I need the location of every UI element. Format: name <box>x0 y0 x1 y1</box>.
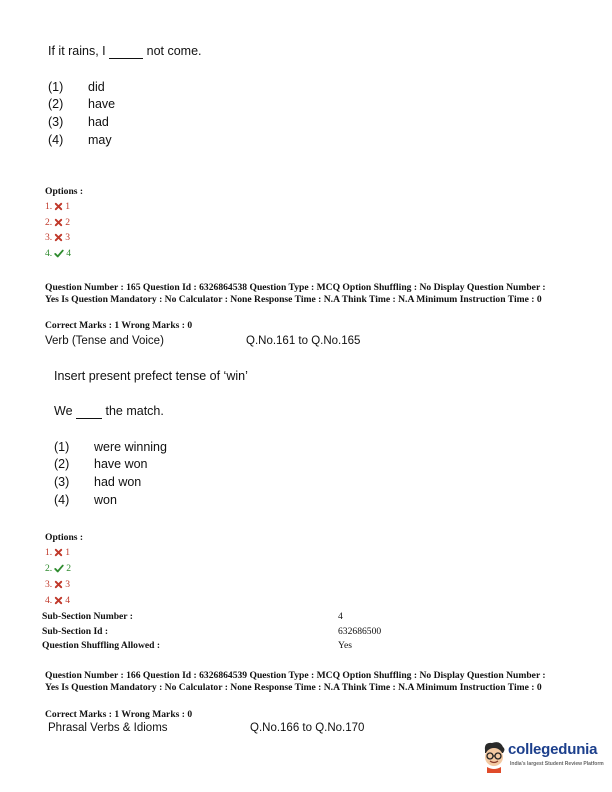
logo-tagline: India's largest Student Review Platform <box>510 761 604 767</box>
choice-number: (3) <box>48 115 64 129</box>
option-row-correct <box>45 563 71 574</box>
marks-line: Correct Marks : 1 Wrong Marks : 0 <box>45 320 193 331</box>
choice-text: had <box>88 115 109 129</box>
wrong-mark-icon <box>54 596 63 605</box>
option-row <box>45 217 70 228</box>
question-instruction: Insert present prefect tense of ‘win’ <box>54 369 248 383</box>
option-value: 1 <box>65 201 70 212</box>
option-index: 1. <box>45 547 53 558</box>
choice-number: (4) <box>54 493 70 507</box>
option-index: 2. <box>45 563 53 574</box>
collegedunia-logo <box>480 738 610 778</box>
question-range: Q.No.161 to Q.No.165 <box>246 335 361 347</box>
topic-label: Verb (Tense and Voice) <box>45 335 164 347</box>
option-row <box>45 579 70 590</box>
choice-text: have <box>88 97 116 111</box>
option-value: 2 <box>66 563 71 574</box>
stem-before: We <box>54 404 73 418</box>
topic-label: Phrasal Verbs & Idioms <box>48 722 168 734</box>
option-row <box>45 232 70 243</box>
question-meta: Question Number : 165 Question Id : 6326864538 Question Type : MCQ Option Shuffling : No Display Question Number : Yes Is Question Mandatory : No Calculator : None Response Time : N.A Think Time : N.A Minimum Instruction Time : 0 <box>45 282 546 305</box>
mascot-icon <box>480 740 508 774</box>
correct-check-icon <box>54 249 64 258</box>
option-index: 1. <box>45 201 53 212</box>
options-label: Options : <box>45 532 84 543</box>
stem-before: If it rains, I <box>48 44 106 58</box>
subsection-id-value: 632686500 <box>338 626 382 637</box>
wrong-mark-icon <box>54 548 63 557</box>
wrong-mark-icon <box>54 218 63 227</box>
option-row <box>45 547 70 558</box>
question-range: Q.No.166 to Q.No.170 <box>250 722 365 734</box>
option-index: 4. <box>45 248 53 259</box>
choice-number: (1) <box>48 80 64 94</box>
option-index: 2. <box>45 217 53 228</box>
choice-text: may <box>88 133 112 147</box>
subsection-number-label: Sub-Section Number : <box>42 611 133 622</box>
option-value: 3 <box>65 579 70 590</box>
question-shuffling-label: Question Shuffling Allowed : <box>42 640 161 651</box>
choice-number: (3) <box>54 475 70 489</box>
options-label: Options : <box>45 186 84 197</box>
choice-text: did <box>88 80 105 94</box>
option-value: 2 <box>65 217 70 228</box>
wrong-mark-icon <box>54 202 63 211</box>
stem-after: the match. <box>105 404 164 418</box>
wrong-mark-icon <box>54 233 63 242</box>
choice-number: (4) <box>48 133 64 147</box>
question-shuffling-value: Yes <box>338 640 352 651</box>
choice-text: have won <box>94 457 148 471</box>
stem-after: not come. <box>146 44 202 58</box>
choice-number: (2) <box>48 97 64 111</box>
option-row-correct <box>45 248 71 259</box>
correct-check-icon <box>54 564 64 573</box>
marks-line: Correct Marks : 1 Wrong Marks : 0 <box>45 709 193 720</box>
choice-text: had won <box>94 475 142 489</box>
subsection-number-value: 4 <box>338 611 343 622</box>
option-row <box>45 201 70 212</box>
option-index: 4. <box>45 595 53 606</box>
subsection-id-label: Sub-Section Id : <box>42 626 109 637</box>
wrong-mark-icon <box>54 580 63 589</box>
question-stem <box>48 44 202 59</box>
choice-text: won <box>94 493 117 507</box>
option-index: 3. <box>45 232 53 243</box>
option-value: 3 <box>65 232 70 243</box>
option-value: 4 <box>66 248 71 259</box>
option-value: 1 <box>65 547 70 558</box>
logo-wordmark: collegedunia <box>508 741 598 758</box>
option-index: 3. <box>45 579 53 590</box>
question-stem <box>54 404 164 419</box>
choice-number: (1) <box>54 440 70 454</box>
question-meta: Question Number : 166 Question Id : 6326864539 Question Type : MCQ Option Shuffling : No Display Question Number : Yes Is Question Mandatory : No Calculator : None Response Time : N.A Think Time : N.A Minimum Instruction Time : 0 <box>45 670 546 693</box>
choice-number: (2) <box>54 457 70 471</box>
answer-blank <box>76 404 102 419</box>
answer-blank <box>109 44 143 59</box>
option-row <box>45 595 70 606</box>
option-value: 4 <box>65 595 70 606</box>
choice-text: were winning <box>94 440 167 454</box>
